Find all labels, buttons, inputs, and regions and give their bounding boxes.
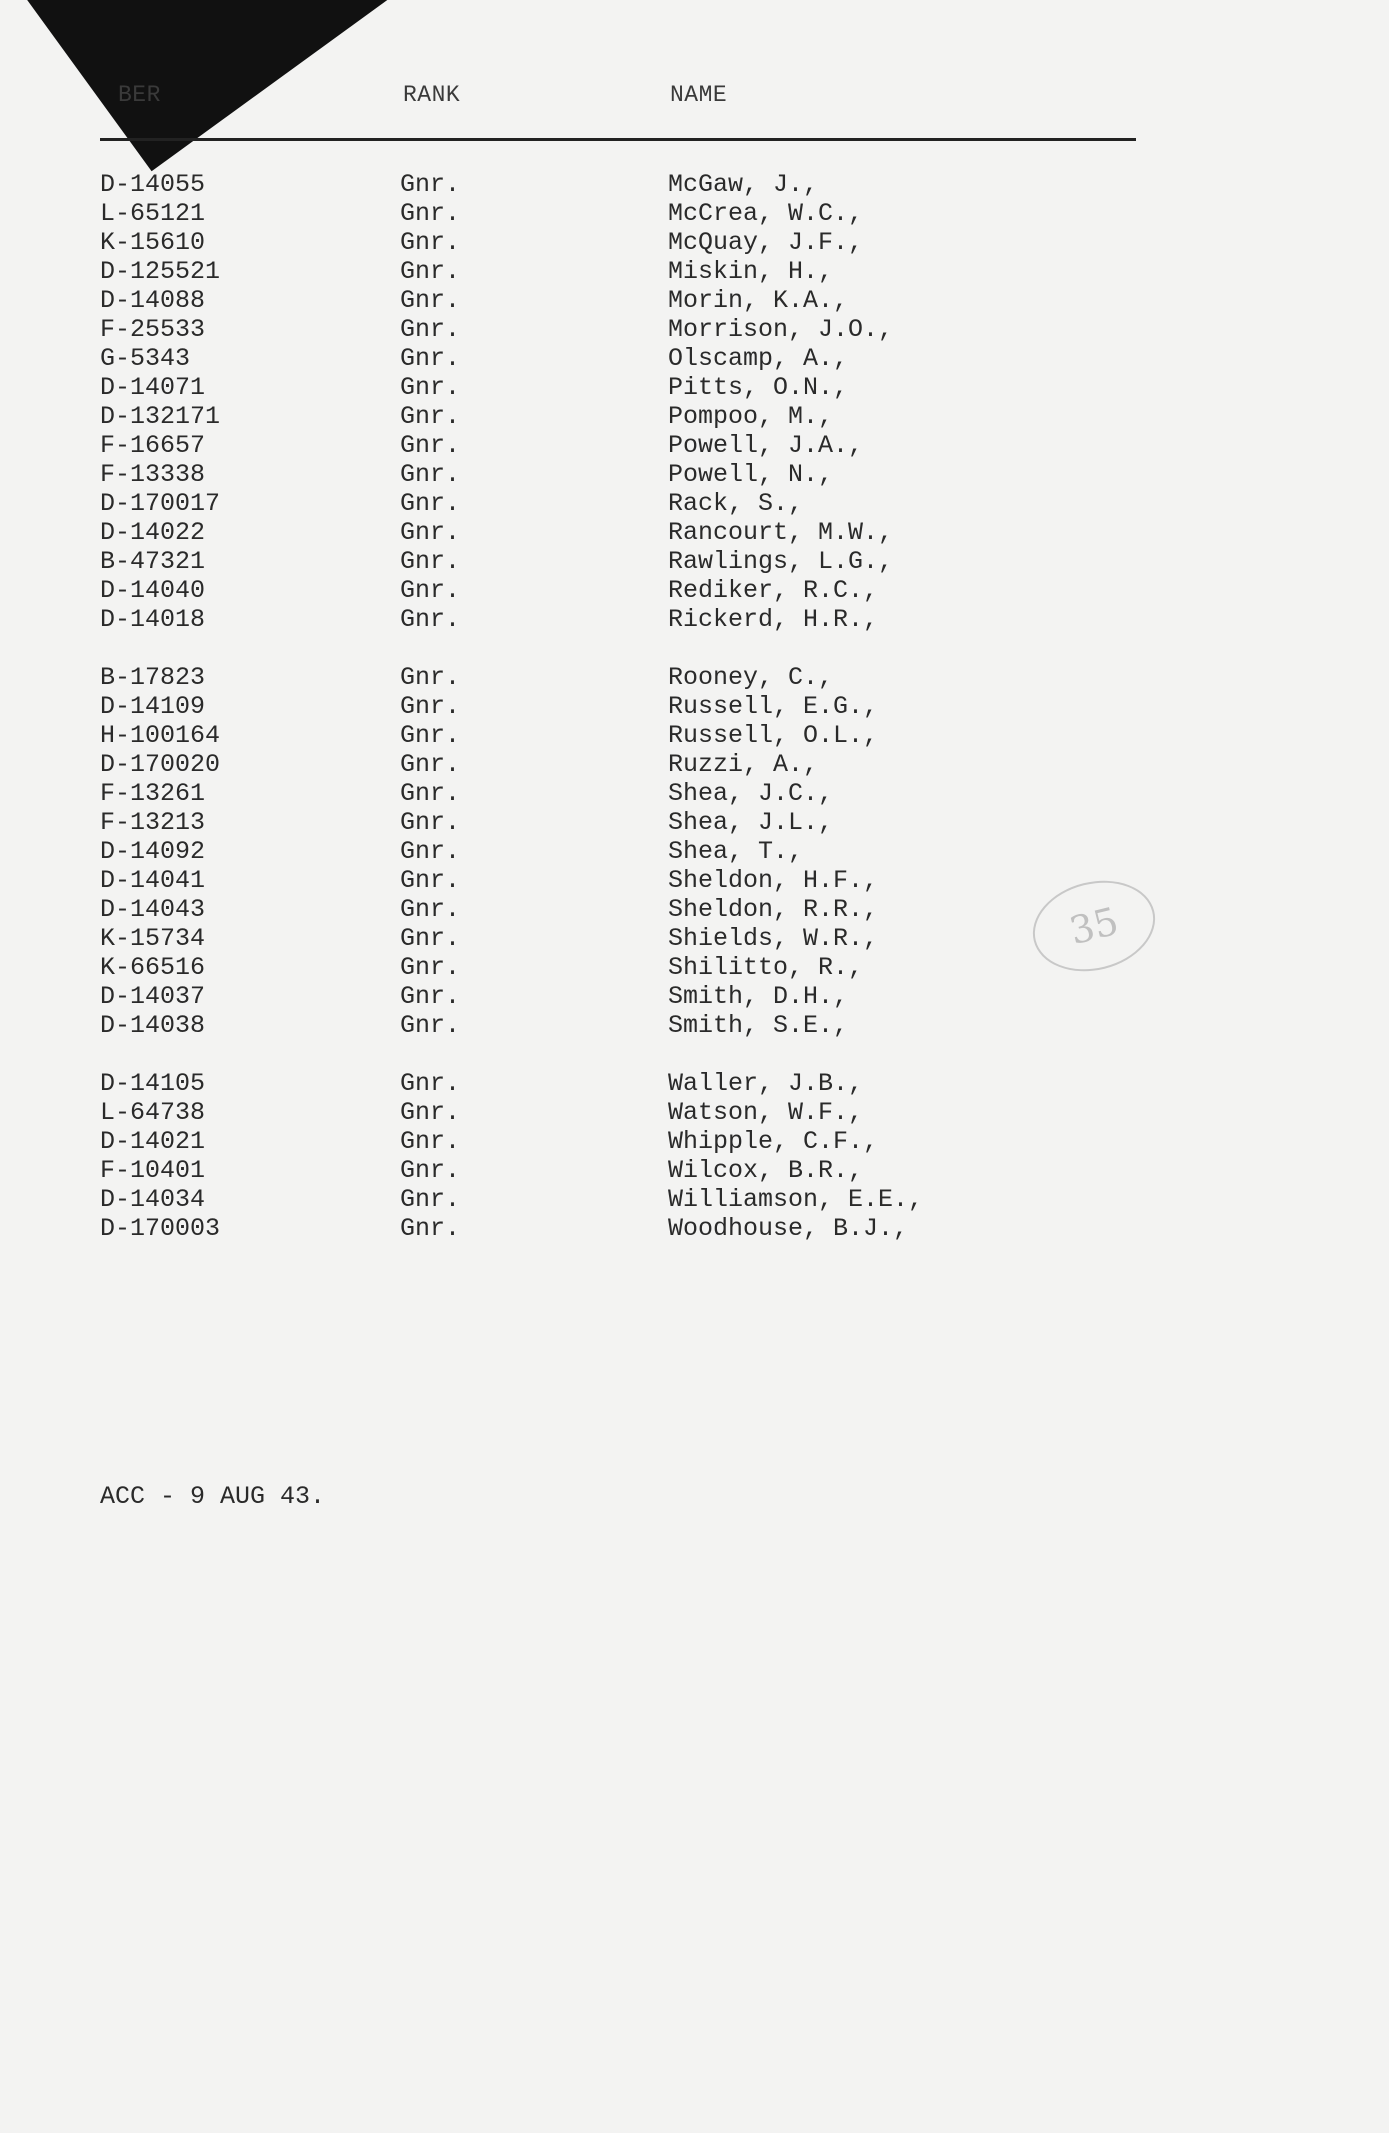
rank: Gnr. [400, 315, 461, 344]
roster-row [0, 1098, 1389, 1127]
rank: Gnr. [400, 547, 461, 576]
name: Whipple, C.F., [668, 1127, 879, 1156]
header-rule [100, 138, 1136, 141]
name: Powell, N., [668, 460, 834, 489]
service-number: F-25533 [100, 315, 206, 344]
name: McCrea, W.C., [668, 199, 864, 228]
rank: Gnr. [400, 1185, 461, 1214]
roster-row [0, 1156, 1389, 1185]
roster-row [0, 460, 1389, 489]
service-number: D-14109 [100, 692, 206, 721]
service-number: D-14018 [100, 605, 206, 634]
rank: Gnr. [400, 373, 461, 402]
rank: Gnr. [400, 1011, 461, 1040]
roster-list [0, 170, 1389, 1243]
service-number: B-17823 [100, 663, 206, 692]
service-number: F-10401 [100, 1156, 206, 1185]
service-number: D-132171 [100, 402, 221, 431]
name: Wilcox, B.R., [668, 1156, 864, 1185]
roster-row [0, 286, 1389, 315]
name: Williamson, E.E., [668, 1185, 924, 1214]
header-name: NAME [670, 82, 728, 108]
service-number: K-15610 [100, 228, 206, 257]
rank: Gnr. [400, 924, 461, 953]
roster-row [0, 315, 1389, 344]
name: McQuay, J.F., [668, 228, 864, 257]
service-number: B-47321 [100, 547, 206, 576]
roster-row [0, 1214, 1389, 1243]
footer-stamp: ACC - 9 AUG 43. [100, 1482, 326, 1511]
service-number: L-65121 [100, 199, 206, 228]
name: Rancourt, M.W., [668, 518, 894, 547]
roster-row [0, 170, 1389, 199]
roster-row [0, 1127, 1389, 1156]
service-number: D-170020 [100, 750, 221, 779]
name: Russell, E.G., [668, 692, 879, 721]
name: Shilitto, R., [668, 953, 864, 982]
roster-row [0, 344, 1389, 373]
name: Smith, S.E., [668, 1011, 849, 1040]
rank: Gnr. [400, 779, 461, 808]
service-number: D-170003 [100, 1214, 221, 1243]
name: Sheldon, R.R., [668, 895, 879, 924]
roster-row [0, 982, 1389, 1011]
name: Pompoo, M., [668, 402, 834, 431]
roster-row [0, 373, 1389, 402]
rank: Gnr. [400, 286, 461, 315]
service-number: D-14041 [100, 866, 206, 895]
service-number: D-14022 [100, 518, 206, 547]
rank: Gnr. [400, 1098, 461, 1127]
service-number: F-13261 [100, 779, 206, 808]
rank: Gnr. [400, 518, 461, 547]
rank: Gnr. [400, 489, 461, 518]
roster-row [0, 518, 1389, 547]
service-number: F-13338 [100, 460, 206, 489]
service-number: D-14034 [100, 1185, 206, 1214]
roster-row [0, 431, 1389, 460]
service-number: D-14088 [100, 286, 206, 315]
roster-row [0, 924, 1389, 953]
service-number: D-14055 [100, 170, 206, 199]
rank: Gnr. [400, 257, 461, 286]
name: Sheldon, H.F., [668, 866, 879, 895]
roster-row [0, 837, 1389, 866]
roster-row [0, 721, 1389, 750]
rank: Gnr. [400, 170, 461, 199]
name: Olscamp, A., [668, 344, 849, 373]
rank: Gnr. [400, 199, 461, 228]
rank: Gnr. [400, 837, 461, 866]
roster-row [0, 866, 1389, 895]
service-number: K-66516 [100, 953, 206, 982]
rank: Gnr. [400, 460, 461, 489]
roster-row [0, 663, 1389, 692]
service-number: D-170017 [100, 489, 221, 518]
rank: Gnr. [400, 895, 461, 924]
roster-row [0, 808, 1389, 837]
rank: Gnr. [400, 576, 461, 605]
rank: Gnr. [400, 982, 461, 1011]
header-rank: RANK [403, 82, 461, 108]
rank: Gnr. [400, 431, 461, 460]
name: Rawlings, L.G., [668, 547, 894, 576]
name: Shields, W.R., [668, 924, 879, 953]
rank: Gnr. [400, 1156, 461, 1185]
name: Miskin, H., [668, 257, 834, 286]
roster-row [0, 605, 1389, 634]
service-number: G-5343 [100, 344, 191, 373]
column-header [0, 82, 1389, 118]
service-number: L-64738 [100, 1098, 206, 1127]
roster-row [0, 257, 1389, 286]
roster-row [0, 895, 1389, 924]
roster-row [0, 402, 1389, 431]
roster-row [0, 692, 1389, 721]
rank: Gnr. [400, 808, 461, 837]
rank: Gnr. [400, 750, 461, 779]
service-number: D-125521 [100, 257, 221, 286]
rank: Gnr. [400, 228, 461, 257]
service-number: F-13213 [100, 808, 206, 837]
service-number: D-14071 [100, 373, 206, 402]
rank: Gnr. [400, 1127, 461, 1156]
rank: Gnr. [400, 344, 461, 373]
name: Rediker, R.C., [668, 576, 879, 605]
name: Morin, K.A., [668, 286, 849, 315]
rank: Gnr. [400, 692, 461, 721]
roster-row [0, 576, 1389, 605]
roster-row [0, 547, 1389, 576]
roster-row [0, 953, 1389, 982]
service-number: D-14021 [100, 1127, 206, 1156]
rank: Gnr. [400, 605, 461, 634]
service-number: D-14092 [100, 837, 206, 866]
name: Shea, J.L., [668, 808, 834, 837]
rank: Gnr. [400, 1214, 461, 1243]
service-number: D-14040 [100, 576, 206, 605]
name: Rooney, C., [668, 663, 834, 692]
service-number: D-14043 [100, 895, 206, 924]
service-number: D-14037 [100, 982, 206, 1011]
name: Woodhouse, B.J., [668, 1214, 909, 1243]
rank: Gnr. [400, 402, 461, 431]
roster-row [0, 1069, 1389, 1098]
service-number: F-16657 [100, 431, 206, 460]
service-number: D-14105 [100, 1069, 206, 1098]
name: Russell, O.L., [668, 721, 879, 750]
name: Pitts, O.N., [668, 373, 849, 402]
rank: Gnr. [400, 866, 461, 895]
rank: Gnr. [400, 663, 461, 692]
name: Waller, J.B., [668, 1069, 864, 1098]
handwritten-page-number: 35 [1023, 868, 1165, 983]
rank: Gnr. [400, 721, 461, 750]
name: Watson, W.F., [668, 1098, 864, 1127]
roster-row [0, 489, 1389, 518]
header-number: BER [118, 82, 161, 108]
name: Ruzzi, A., [668, 750, 819, 779]
roster-row [0, 1011, 1389, 1040]
name: Powell, J.A., [668, 431, 864, 460]
rank: Gnr. [400, 953, 461, 982]
name: McGaw, J., [668, 170, 819, 199]
name: Rickerd, H.R., [668, 605, 879, 634]
roster-row [0, 750, 1389, 779]
name: Shea, J.C., [668, 779, 834, 808]
roster-row [0, 199, 1389, 228]
service-number: H-100164 [100, 721, 221, 750]
name: Rack, S., [668, 489, 804, 518]
roster-row [0, 779, 1389, 808]
roster-row [0, 228, 1389, 257]
name: Smith, D.H., [668, 982, 849, 1011]
roster-row [0, 1185, 1389, 1214]
service-number: K-15734 [100, 924, 206, 953]
name: Morrison, J.O., [668, 315, 894, 344]
service-number: D-14038 [100, 1011, 206, 1040]
name: Shea, T., [668, 837, 804, 866]
rank: Gnr. [400, 1069, 461, 1098]
